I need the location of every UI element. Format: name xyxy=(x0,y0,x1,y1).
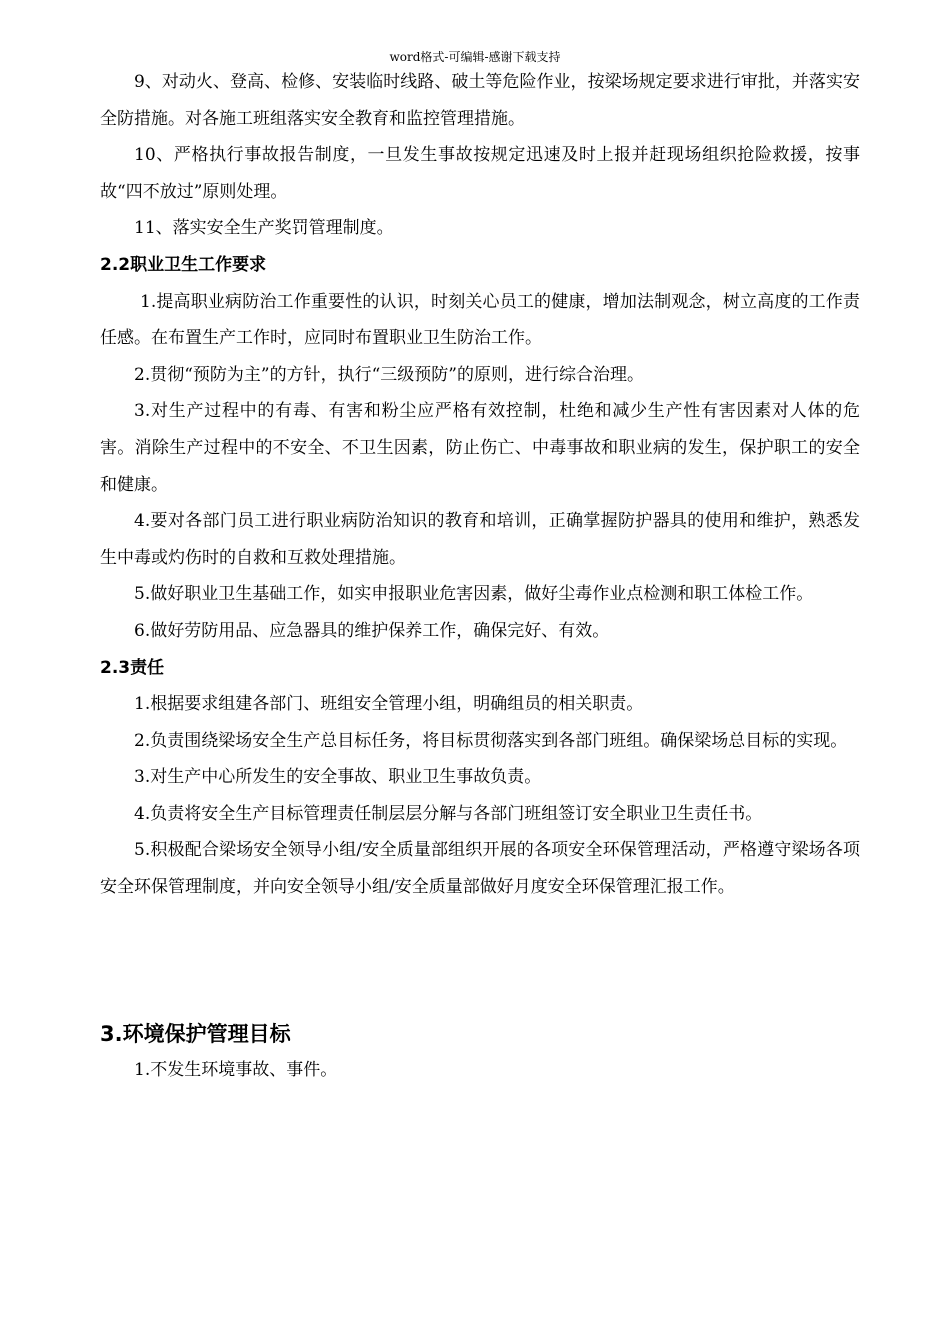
paragraph-item-10: 10、严格执行事故报告制度，一旦发生事故按规定迅速及时上报并赶现场组织抢险救援，按事故“四不放过”原则处理。 xyxy=(100,145,860,202)
paragraph-3-item-1: 1.不发生环境事故、事件。 xyxy=(134,1059,338,1080)
paragraph-2-2-item-1: 1.提高职业病防治工作重要性的认识，时刻关心员工的健康，增加法制观念，树立高度的工作责任感。在布置生产工作时，应同时布置职业卫生防治工作。 xyxy=(100,291,860,349)
paragraph-2-3-item-2: 2.负责围绕梁场安全生产总目标任务，将目标贯彻落实到各部门班组。确保梁场总目标的实现。 xyxy=(134,730,848,751)
paragraph-2-3-item-4: 4.负责将安全生产目标管理责任制层层分解与各部门班组签订安全职业卫生责任书。 xyxy=(134,803,763,824)
paragraph-2-2-item-5: 5.做好职业卫生基础工作，如实申报职业危害因素，做好尘毒作业点检测和职工体检工作。 xyxy=(134,584,814,605)
section-heading-3: 3.环境保护管理目标 xyxy=(100,1021,291,1046)
header-watermark: word格式-可编辑-感谢下载支持 xyxy=(389,50,561,64)
paragraph-2-3-item-5: 5.积极配合梁场安全领导小组/安全质量部组织开展的各项安全环保管理活动，严格遵守梁场各项安全环保管理制度，并向安全领导小组/安全质量部做好月度安全环保管理汇报工作。 xyxy=(100,840,860,898)
paragraph-2-2-item-4: 4.要对各部门员工进行职业病防治知识的教育和培训，正确掌握防护器具的使用和维护，熟悉发生中毒或灼伤时的自救和互救处理措施。 xyxy=(100,511,860,568)
document-body xyxy=(100,64,860,1088)
section-spacer xyxy=(100,906,860,1016)
paragraph-2-2-item-6: 6.做好劳防用品、应急器具的维护保养工作，确保完好、有效。 xyxy=(134,620,610,641)
paragraph-2-2-item-3: 3.对生产过程中的有毒、有害和粉尘应严格有效控制，杜绝和减少生产性有害因素对人体的危害。消除生产过程中的不安全、不卫生因素，防止伤亡、中毒事故和职业病的发生，保护职工的安全和健康。 xyxy=(100,401,860,495)
paragraph-item-11: 11、落实安全生产奖罚管理制度。 xyxy=(134,218,394,239)
paragraph-2-3-item-3: 3.对生产中心所发生的安全事故、职业卫生事故负责。 xyxy=(134,767,542,788)
paragraph-2-2-item-2: 2.贯彻“预防为主”的方针，执行“三级预防”的原则，进行综合治理。 xyxy=(134,364,644,385)
paragraph-2-3-item-1: 1.根据要求组建各部门、班组安全管理小组，明确组员的相关职责。 xyxy=(134,694,644,715)
section-heading-2-3: 2.3责任 xyxy=(100,657,165,678)
section-heading-2-2: 2.2职业卫生工作要求 xyxy=(100,254,267,275)
paragraph-item-9: 9、对动火、登高、检修、安装临时线路、破土等危险作业，按梁场规定要求进行审批，并落实安全防措施。对各施工班组落实安全教育和监控管理措施。 xyxy=(100,72,860,129)
